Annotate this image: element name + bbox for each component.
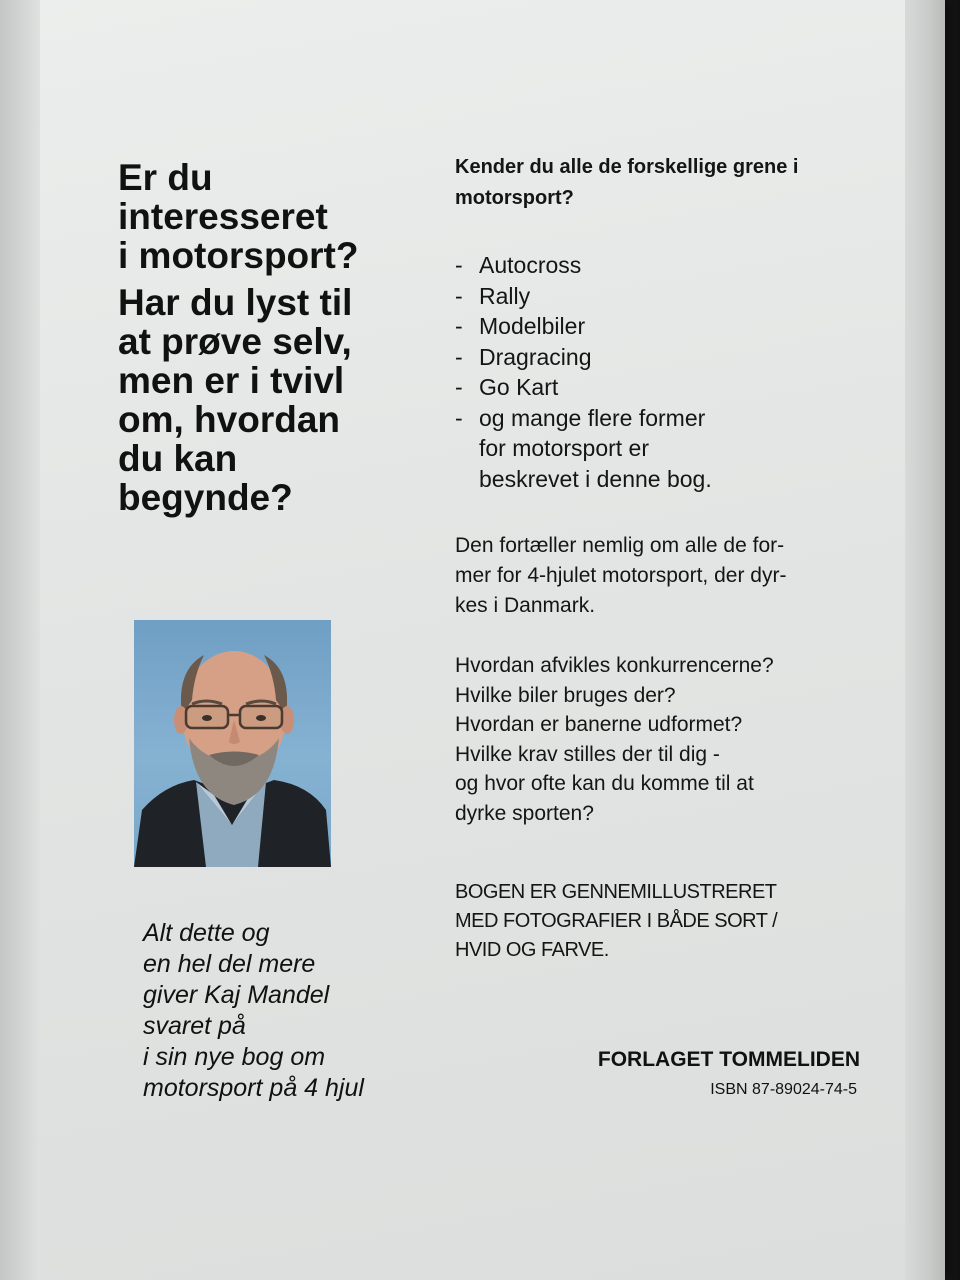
headline-line: i motorsport? xyxy=(118,235,359,276)
branch-list xyxy=(455,250,885,494)
intro-question-line: Kender du alle de forskellige grene i xyxy=(455,156,799,178)
list-item-label: Go Kart xyxy=(479,374,559,400)
list-item xyxy=(455,342,885,373)
paragraph-line: Hvordan afvikles konkurrencerne? xyxy=(455,654,774,677)
paragraph-line: Den fortæller nemlig om alle de for- xyxy=(455,534,785,557)
list-bullet: - xyxy=(455,252,463,278)
headline-line: men er i tvivl xyxy=(118,360,345,401)
publisher-name: FORLAGET TOMMELIDEN xyxy=(597,1048,860,1071)
headline-line: Er du xyxy=(118,157,213,198)
caption-line: svaret på xyxy=(143,1012,246,1040)
headline-line: om, hvordan xyxy=(118,399,341,440)
list-item-continuation: for motorsport er xyxy=(479,435,649,461)
list-item xyxy=(455,250,885,281)
list-item xyxy=(455,281,885,312)
headline-line: Har du lyst til xyxy=(118,282,353,323)
illustration-note-line: BOGEN ER GENNEMILLUSTRERET xyxy=(455,881,777,903)
paragraph-overview xyxy=(455,531,885,621)
blurb-column xyxy=(455,152,885,965)
book-spine-edge xyxy=(905,0,945,1280)
illustration-note-line: MED FOTOGRAFIER I BÅDE SORT / xyxy=(455,910,778,932)
headline-question-2 xyxy=(118,283,438,517)
headline-line: at prøve selv, xyxy=(118,321,352,362)
list-bullet: - xyxy=(455,282,463,309)
list-bullet: - xyxy=(455,374,463,400)
intro-question xyxy=(455,152,885,214)
paragraph-line: dyrke sporten? xyxy=(455,801,594,825)
headline-question-1 xyxy=(118,158,438,275)
paragraph-line: mer for 4-hjulet motorsport, der dyr- xyxy=(455,564,787,587)
list-item-label: og mange flere former xyxy=(479,404,706,431)
author-portrait-icon xyxy=(134,620,331,867)
caption-line: motorsport på 4 hjul xyxy=(143,1074,364,1102)
caption-line: en hel del mere xyxy=(143,950,316,978)
list-bullet: - xyxy=(455,313,463,339)
list-item-label: Autocross xyxy=(479,252,582,278)
headline-line: interesseret xyxy=(118,196,328,237)
caption-line: giver Kaj Mandel xyxy=(143,981,330,1009)
illustration-note xyxy=(455,878,885,965)
list-bullet: - xyxy=(455,404,463,431)
caption-line: Alt dette og xyxy=(143,919,270,947)
isbn-number: ISBN 87-89024-74-5 xyxy=(710,1081,857,1098)
author-caption xyxy=(143,918,443,1104)
paragraph-line: kes i Danmark. xyxy=(455,594,596,617)
list-item-label: Dragracing xyxy=(479,343,592,370)
paragraph-line: Hvordan er banerne udformet? xyxy=(455,713,743,736)
list-item-continuation: beskrevet i denne bog. xyxy=(479,465,712,492)
headline xyxy=(118,158,438,517)
list-item xyxy=(455,372,885,403)
list-item xyxy=(455,403,885,434)
author-portrait xyxy=(134,620,331,867)
list-item xyxy=(455,311,885,342)
headline-line: du kan xyxy=(118,438,238,479)
paragraph-line: Hvilke krav stilles der til dig - xyxy=(455,742,720,766)
list-bullet: - xyxy=(455,343,463,370)
caption-line: i sin nye bog om xyxy=(143,1043,326,1071)
cover-left-edge xyxy=(0,0,40,1280)
paragraph-questions xyxy=(455,651,885,828)
intro-question-line: motorsport? xyxy=(455,187,574,209)
paragraph-line: og hvor ofte kan du komme til at xyxy=(455,772,754,795)
list-item-label: Rally xyxy=(479,282,531,309)
list-item-label: Modelbiler xyxy=(479,313,586,339)
illustration-note-line: HVID OG FARVE. xyxy=(455,939,609,961)
headline-line: begynde? xyxy=(118,477,293,518)
paragraph-line: Hvilke biler bruges der? xyxy=(455,683,676,707)
